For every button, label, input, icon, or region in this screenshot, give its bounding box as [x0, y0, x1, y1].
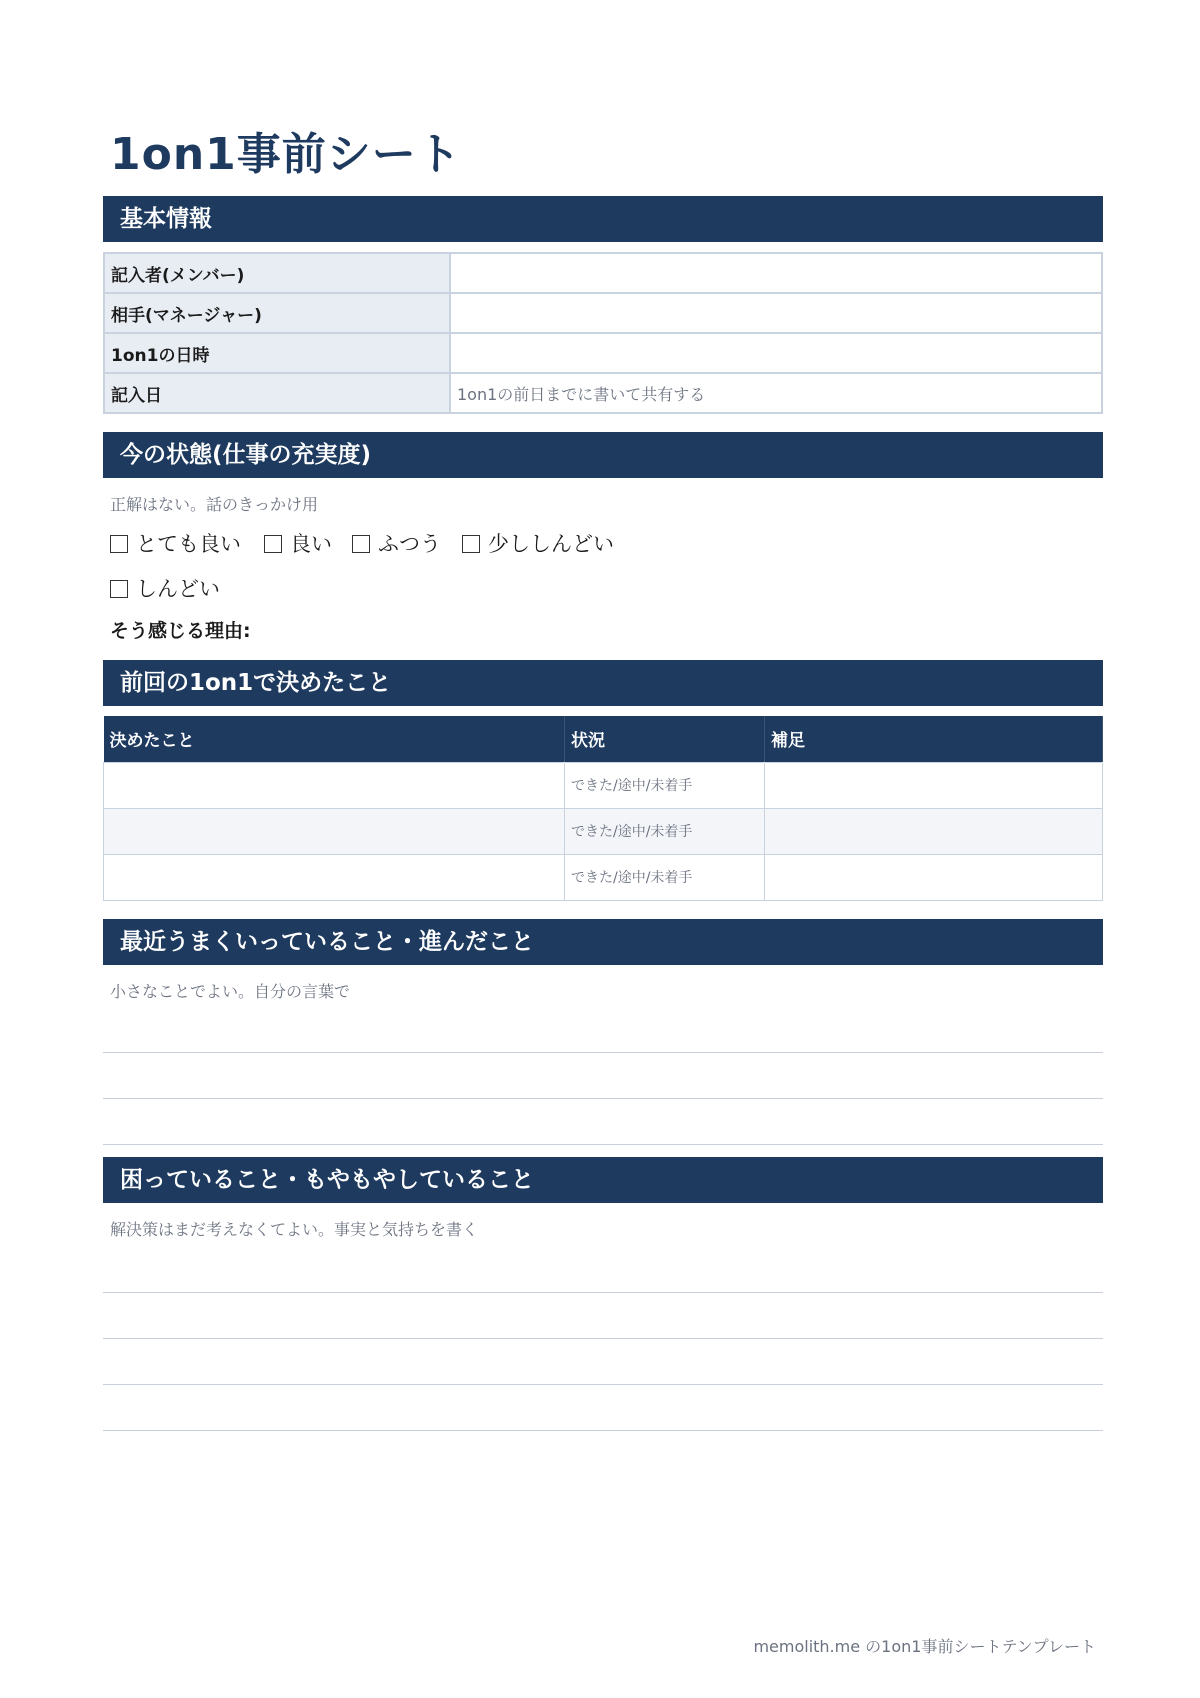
- table-row: [104, 854, 1103, 900]
- writing-line[interactable]: [103, 1144, 1103, 1145]
- table-row: [104, 762, 1103, 808]
- table-cell[interactable]: [104, 854, 565, 900]
- table-cell[interactable]: できた/途中/未着手: [565, 808, 765, 854]
- section-recent-progress: 最近うまくいっていること・進んだこと: [103, 919, 1103, 965]
- checkbox-icon[interactable]: [462, 535, 480, 553]
- info-value[interactable]: [450, 333, 1102, 373]
- table-cell[interactable]: できた/途中/未着手: [565, 854, 765, 900]
- writing-line[interactable]: [103, 1430, 1103, 1431]
- info-value[interactable]: 1on1の前日までに書いて共有する: [450, 373, 1102, 413]
- section-previous-decisions: 前回の1on1で決めたこと: [103, 660, 1103, 706]
- info-label: 相手(マネージャー): [104, 293, 450, 333]
- writing-line[interactable]: [103, 1338, 1103, 1339]
- column-header: 決めたこと: [104, 716, 565, 762]
- info-value[interactable]: [450, 293, 1102, 333]
- state-hint: 正解はない。話のきっかけ用: [110, 495, 319, 514]
- info-label: 記入日: [104, 373, 450, 413]
- footer-credit: memolith.me の1on1事前シートテンプレート: [753, 1637, 1096, 1656]
- page-title: 1on1事前シート: [110, 129, 462, 180]
- option-tough[interactable]: [110, 573, 220, 603]
- option-label: とても良い: [136, 532, 241, 556]
- checkbox-icon[interactable]: [264, 535, 282, 553]
- writing-line[interactable]: [103, 1052, 1103, 1053]
- writing-line[interactable]: [103, 1384, 1103, 1385]
- recent-hint: 小さなことでよい。自分の言葉で: [110, 982, 351, 1001]
- table-cell[interactable]: [104, 808, 565, 854]
- trouble-hint: 解決策はまだ考えなくてよい。事実と気持ちを書く: [110, 1220, 479, 1239]
- info-label: 記入者(メンバー): [104, 253, 450, 293]
- info-row: [104, 373, 1102, 413]
- option-normal[interactable]: [352, 528, 441, 558]
- table-header: [104, 716, 1103, 762]
- reason-label: そう感じる理由:: [110, 620, 251, 642]
- table-cell[interactable]: [765, 854, 1103, 900]
- info-row: [104, 333, 1102, 373]
- option-good[interactable]: [264, 528, 332, 558]
- table-cell[interactable]: [765, 808, 1103, 854]
- info-value[interactable]: [450, 253, 1102, 293]
- decisions-table: [103, 716, 1103, 901]
- writing-line[interactable]: [103, 1098, 1103, 1099]
- info-row: [104, 253, 1102, 293]
- table-cell[interactable]: [104, 762, 565, 808]
- option-label: ふつう: [378, 532, 441, 556]
- option-label: 少ししんどい: [488, 532, 614, 556]
- info-label: 1on1の日時: [104, 333, 450, 373]
- option-very-good[interactable]: [110, 528, 241, 558]
- table-cell[interactable]: できた/途中/未着手: [565, 762, 765, 808]
- table-row: [104, 808, 1103, 854]
- option-slightly-tough[interactable]: [462, 528, 614, 558]
- checkbox-icon[interactable]: [110, 535, 128, 553]
- option-label: 良い: [290, 532, 332, 556]
- basic-info-table: [103, 252, 1103, 414]
- writing-line[interactable]: [103, 1292, 1103, 1293]
- section-basic-info: 基本情報: [103, 196, 1103, 242]
- column-header: 補足: [765, 716, 1103, 762]
- section-troubles: 困っていること・もやもやしていること: [103, 1157, 1103, 1203]
- option-label: しんどい: [136, 577, 220, 601]
- column-header: 状況: [565, 716, 765, 762]
- table-cell[interactable]: [765, 762, 1103, 808]
- checkbox-icon[interactable]: [352, 535, 370, 553]
- info-row: [104, 293, 1102, 333]
- section-current-state: 今の状態(仕事の充実度): [103, 432, 1103, 478]
- checkbox-icon[interactable]: [110, 580, 128, 598]
